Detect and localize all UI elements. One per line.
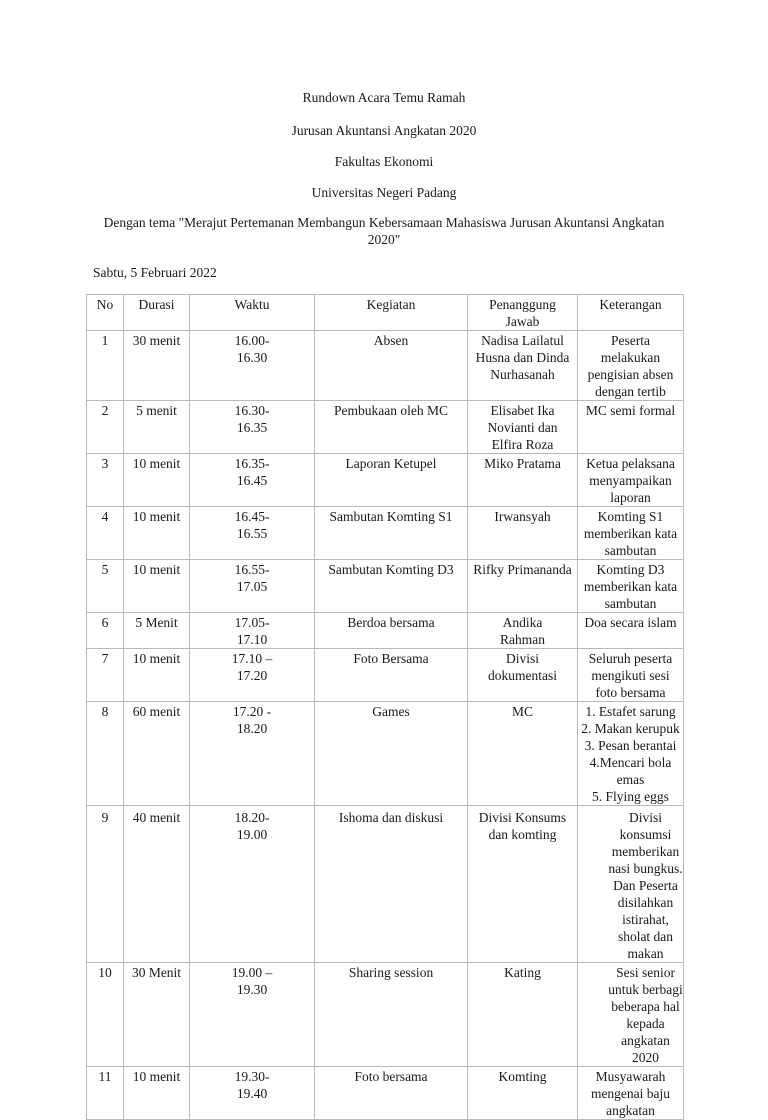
cell-durasi: 60 menit	[124, 702, 190, 806]
cell-durasi: 5 menit	[124, 401, 190, 454]
cell-no: 11	[87, 1067, 124, 1120]
cell-keterangan: Komting S1 memberikan kata sambutan	[578, 507, 684, 560]
cell-kegiatan: Laporan Ketupel	[315, 454, 468, 507]
cell-no: 1	[87, 331, 124, 401]
cell-penanggung-jawab: Irwansyah	[468, 507, 578, 560]
cell-no: 3	[87, 454, 124, 507]
cell-penanggung-jawab: Nadisa Lailatul Husna dan Dinda Nurhasanah	[468, 331, 578, 401]
col-header-penanggung-jawab: Penanggung Jawab	[468, 295, 578, 331]
table-row	[87, 454, 684, 507]
table-row	[87, 649, 684, 702]
table-row	[87, 806, 684, 963]
cell-keterangan: Sesi senior untuk berbagi beberapa hal kepada angkatan 2020	[578, 963, 684, 1067]
cell-kegiatan: Pembukaan oleh MC	[315, 401, 468, 454]
cell-waktu: 17.20 - 18.20	[190, 702, 315, 806]
cell-no: 2	[87, 401, 124, 454]
cell-penanggung-jawab: Komting	[468, 1067, 578, 1120]
cell-keterangan: Doa secara islam	[578, 613, 684, 649]
cell-no: 9	[87, 806, 124, 963]
table-row	[87, 507, 684, 560]
table-row	[87, 702, 684, 806]
rundown-table	[86, 294, 684, 1120]
table-row	[87, 963, 684, 1067]
cell-penanggung-jawab: Elisabet Ika Novianti dan Elfira Roza	[468, 401, 578, 454]
cell-no: 5	[87, 560, 124, 613]
cell-waktu: 17.05-17.10	[190, 613, 315, 649]
cell-waktu: 16.30-16.35	[190, 401, 315, 454]
cell-kegiatan: Berdoa bersama	[315, 613, 468, 649]
cell-no: 4	[87, 507, 124, 560]
doc-theme: Dengan tema "Merajut Pertemanan Membangun Kebersamaan Mahasiswa Jurusan Akuntansi Angkatan 2020"	[103, 215, 665, 247]
col-header-no: No	[87, 295, 124, 331]
cell-kegiatan: Sambutan Komting D3	[315, 560, 468, 613]
cell-penanggung-jawab: Andika Rahman	[468, 613, 578, 649]
doc-date: Sabtu, 5 Februari 2022	[93, 265, 217, 280]
cell-no: 6	[87, 613, 124, 649]
cell-penanggung-jawab: Miko Pratama	[468, 454, 578, 507]
col-header-durasi: Durasi	[124, 295, 190, 331]
cell-kegiatan: Foto Bersama	[315, 649, 468, 702]
cell-durasi: 10 menit	[124, 560, 190, 613]
cell-keterangan: Ketua pelaksana menyampaikan laporan	[578, 454, 684, 507]
table-row	[87, 331, 684, 401]
col-header-kegiatan: Kegiatan	[315, 295, 468, 331]
cell-penanggung-jawab: Kating	[468, 963, 578, 1067]
cell-waktu: 16.35-16.45	[190, 454, 315, 507]
cell-kegiatan: Sambutan Komting S1	[315, 507, 468, 560]
cell-kegiatan: Foto bersama	[315, 1067, 468, 1120]
table-row	[87, 401, 684, 454]
cell-durasi: 10 menit	[124, 507, 190, 560]
cell-keterangan: Seluruh peserta mengikuti sesi foto bersama	[578, 649, 684, 702]
cell-waktu: 16.45-16.55	[190, 507, 315, 560]
cell-kegiatan: Ishoma dan diskusi	[315, 806, 468, 963]
cell-kegiatan: Games	[315, 702, 468, 806]
cell-waktu: 18.20-19.00	[190, 806, 315, 963]
cell-durasi: 30 menit	[124, 331, 190, 401]
cell-durasi: 10 menit	[124, 454, 190, 507]
cell-no: 10	[87, 963, 124, 1067]
cell-durasi: 10 menit	[124, 1067, 190, 1120]
doc-subtitle-universitas: Universitas Negeri Padang	[311, 185, 457, 200]
table-header-row	[87, 295, 684, 331]
cell-penanggung-jawab: Divisi dokumentasi	[468, 649, 578, 702]
cell-no: 7	[87, 649, 124, 702]
cell-kegiatan: Absen	[315, 331, 468, 401]
col-header-waktu: Waktu	[190, 295, 315, 331]
cell-keterangan-games-list: 1. Estafet sarung 2. Makan kerupuk 3. Pesan berantai 4.Mencari bola emas 5. Flying eggs	[578, 702, 684, 806]
cell-penanggung-jawab: Divisi Konsums dan komting	[468, 806, 578, 963]
cell-waktu: 16.00-16.30	[190, 331, 315, 401]
cell-waktu: 19.00 – 19.30	[190, 963, 315, 1067]
cell-durasi: 40 menit	[124, 806, 190, 963]
cell-penanggung-jawab: MC	[468, 702, 578, 806]
doc-subtitle-jurusan: Jurusan Akuntansi Angkatan 2020	[291, 123, 477, 138]
cell-keterangan: Divisi konsumsi memberikan nasi bungkus. Dan Peserta disilahkan istirahat, sholat dan makan	[578, 806, 684, 963]
cell-keterangan: Musyawarah mengenai baju angkatan	[578, 1067, 684, 1120]
cell-no: 8	[87, 702, 124, 806]
cell-keterangan: MC semi formal	[578, 401, 684, 454]
table-row	[87, 613, 684, 649]
cell-kegiatan: Sharing session	[315, 963, 468, 1067]
doc-subtitle-fakultas: Fakultas Ekonomi	[334, 154, 434, 169]
doc-title: Rundown Acara Temu Ramah	[302, 90, 466, 105]
cell-durasi: 5 Menit	[124, 613, 190, 649]
cell-waktu: 17.10 – 17.20	[190, 649, 315, 702]
cell-durasi: 10 menit	[124, 649, 190, 702]
cell-penanggung-jawab: Rifky Primananda	[468, 560, 578, 613]
col-header-keterangan: Keterangan	[578, 295, 684, 331]
cell-durasi: 30 Menit	[124, 963, 190, 1067]
cell-keterangan: Komting D3 memberikan kata sambutan	[578, 560, 684, 613]
cell-keterangan: Peserta melakukan pengisian absen dengan tertib	[578, 331, 684, 401]
table-row	[87, 1067, 684, 1120]
cell-waktu: 19.30-19.40	[190, 1067, 315, 1120]
cell-waktu: 16.55-17.05	[190, 560, 315, 613]
table-row	[87, 560, 684, 613]
